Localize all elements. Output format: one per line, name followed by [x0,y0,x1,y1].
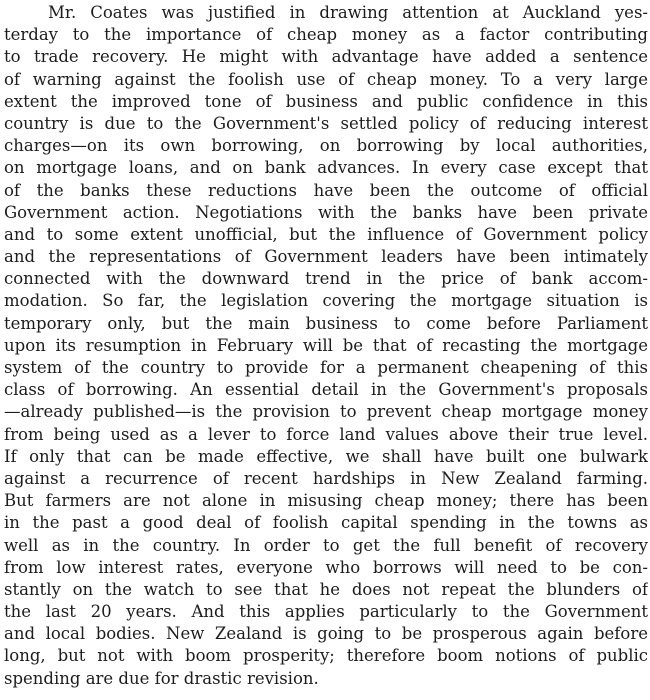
article-line: If only that can be made effective, we shall have built one bulwark [4,446,648,466]
article-line: of warning against the foolish use of cheap money. To a very large [4,69,648,89]
article-line: temporary only, but the main business to come before Parliament [4,313,648,333]
article-line: and to some extent unofficial, but the influence of Government policy [4,224,648,244]
article-line: upon its resumption in February will be that of recasting the mortgage [4,335,648,355]
article-line: But farmers are not alone in misusing cheap money; there has been [4,491,648,511]
article-line: terday to the importance of cheap money as a factor contributing [4,25,648,45]
article-line: to trade recovery. He might with advantage have added a sentence [4,47,648,67]
article-line: stantly on the watch to see that he does not repeat the blunders of [4,579,648,599]
article-line: Mr. Coates was justified in drawing attention at Auckland yes- [48,3,648,22]
article-line: long, but not with boom prosperity; therefore boom notions of public [4,646,648,666]
article-line: charges—on its own borrowing, on borrowing by local authorities, [4,136,648,156]
article-line: —already published—is the provision to prevent cheap mortgage money [4,402,648,422]
article-line: from being used as a lever to force land values above their true level. [4,424,648,444]
article-line: well as in the country. In order to get the full benefit of recovery [4,535,648,555]
article-line: and local bodies. New Zealand is going to be prosperous again before [4,624,648,644]
article-line: connected with the downward trend in the price of bank accom- [4,269,648,289]
article-line: spending are due for drastic revision. [4,668,319,688]
article-line: of the banks these reductions have been the outcome of official [4,180,648,200]
article-line: on mortgage loans, and on bank advances. In every case except that [4,158,648,178]
article-line: and the representations of Government leaders have been intimately [4,247,648,267]
article-line: from low interest rates, everyone who borrows will need to be con- [4,557,648,577]
article-line: modation. So far, the legislation covering the mortgage situation is [4,291,648,311]
article-line: extent the improved tone of business and public confidence in this [4,91,648,111]
article-line: in the past a good deal of foolish capital spending in the towns as [4,513,648,533]
article-line: Government action. Negotiations with the banks have been private [4,202,648,222]
article-line: class of borrowing. An essential detail in the Government's proposals [4,380,648,400]
article-line: system of the country to provide for a permanent cheapening of this [4,358,648,377]
article-paragraph [4,2,648,690]
article-line: country is due to the Government's settled policy of reducing interest [4,113,648,133]
article-line: the last 20 years. And this applies particularly to the Government [4,602,648,622]
article-line: against a recurrence of recent hardships in New Zealand farming. [4,468,648,488]
